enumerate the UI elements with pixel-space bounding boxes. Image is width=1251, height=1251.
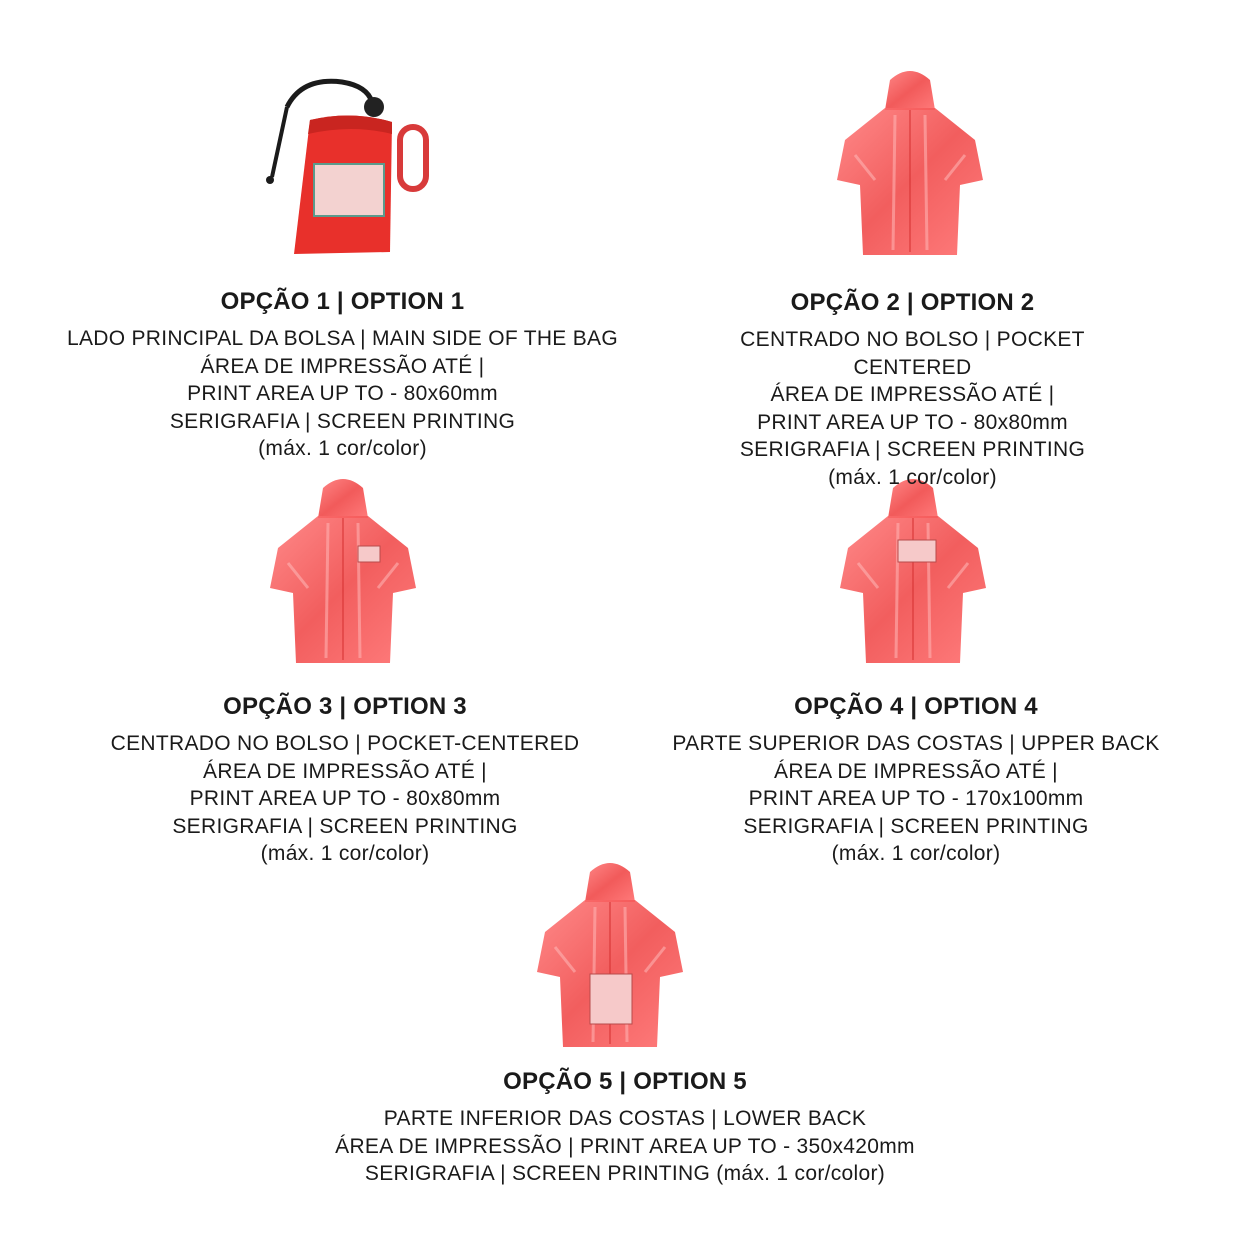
option-2-line: PRINT AREA UP TO - 80x80mm — [757, 410, 1068, 434]
option-3-block — [40, 692, 650, 868]
poncho-lower-back-print-image — [535, 862, 685, 1052]
option-1-title: OPÇÃO 1 | OPTION 1 — [220, 288, 465, 315]
option-4-line: PARTE SUPERIOR DAS COSTAS | UPPER BACK — [672, 732, 1160, 755]
option-4-line: PRINT AREA UP TO - 170x100mm — [748, 787, 1084, 810]
option-4-line: SERIGRAFIA | SCREEN PRINTING — [743, 814, 1089, 838]
option-4-title: OPÇÃO 4 | OPTION 4 — [794, 693, 1038, 720]
option-1-line: LADO PRINCIPAL DA BOLSA | MAIN SIDE OF THE BAG — [66, 327, 618, 350]
option-3-line: CENTRADO NO BOLSO | POCKET-CENTERED — [110, 732, 580, 755]
option-2-block — [690, 288, 1135, 491]
option-3-title: OPÇÃO 3 | OPTION 3 — [223, 693, 467, 720]
option-1-block — [10, 287, 675, 463]
option-4-block — [636, 692, 1196, 868]
option-1-line: ÁREA DE IMPRESSÃO ATÉ | — [200, 354, 485, 378]
option-3-line: ÁREA DE IMPRESSÃO ATÉ | — [203, 759, 487, 783]
option-4-line: (máx. 1 cor/color) — [831, 842, 1001, 865]
option-2-line: CENTRADO NO BOLSO | POCKET — [740, 328, 1085, 351]
option-5-line: PARTE INFERIOR DAS COSTAS | LOWER BACK — [383, 1107, 867, 1130]
option-3-line: (máx. 1 cor/color) — [260, 842, 430, 865]
option-3-line: PRINT AREA UP TO - 80x80mm — [189, 787, 501, 810]
option-2-line: ÁREA DE IMPRESSÃO ATÉ | — [770, 383, 1055, 406]
option-5-line: ÁREA DE IMPRESSÃO | PRINT AREA UP TO - 350x420mm — [335, 1134, 915, 1158]
option-2-line: (máx. 1 cor/color) — [828, 465, 997, 489]
option-5-title: OPÇÃO 5 | OPTION 5 — [503, 1068, 747, 1095]
option-5-block — [230, 1067, 1020, 1188]
option-5-line: SERIGRAFIA | SCREEN PRINTING (máx. 1 cor/color) — [364, 1162, 886, 1185]
option-2-line: CENTERED — [853, 355, 972, 379]
poncho-front-image — [835, 70, 985, 260]
option-1-line: PRINT AREA UP TO - 80x60mm — [187, 382, 498, 405]
option-1-line: (máx. 1 cor/color) — [258, 437, 427, 460]
option-3-line: SERIGRAFIA | SCREEN PRINTING — [172, 814, 518, 838]
pouch-bag-image — [262, 72, 452, 257]
poncho-pocket-print-image — [268, 478, 418, 668]
option-4-line: ÁREA DE IMPRESSÃO ATÉ | — [774, 759, 1058, 783]
poncho-upper-back-print-image — [838, 478, 988, 668]
option-2-title: OPÇÃO 2 | OPTION 2 — [790, 289, 1035, 316]
option-2-line: SERIGRAFIA | SCREEN PRINTING — [739, 438, 1086, 461]
option-1-line: SERIGRAFIA | SCREEN PRINTING — [169, 409, 516, 433]
